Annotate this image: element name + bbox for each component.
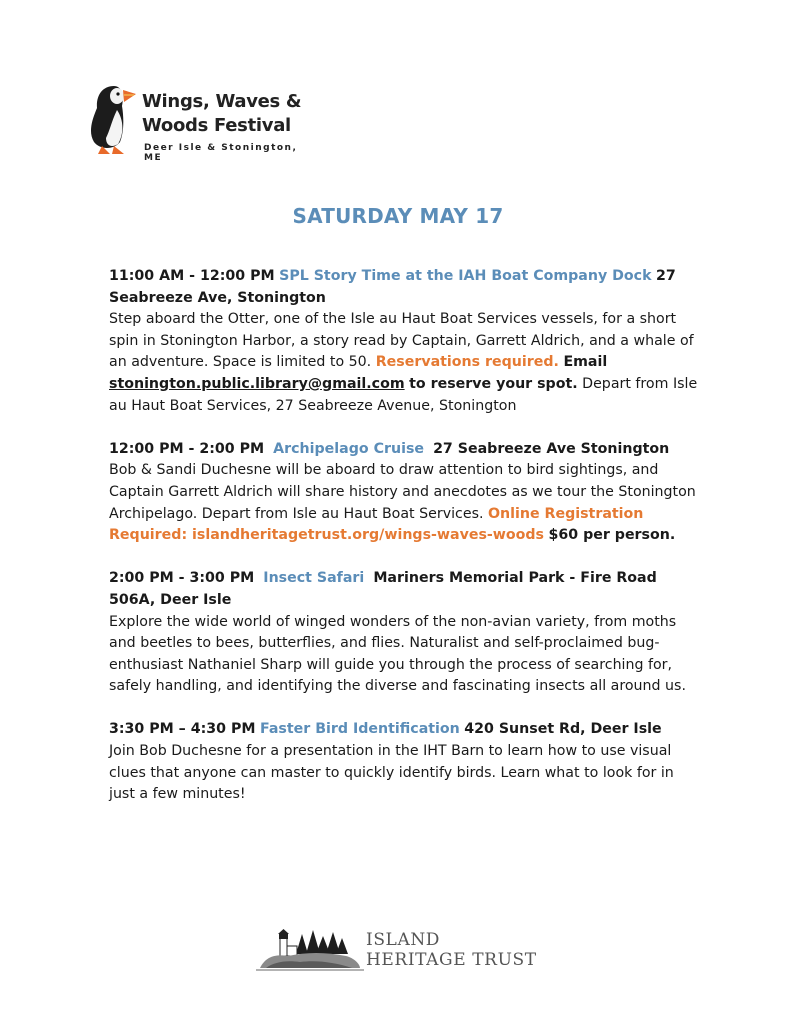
logo-subtitle: Deer Isle & Stonington, ME — [144, 143, 298, 163]
event-departure: Depart from Isle au Haut Boat Services, 27 Seabreeze Avenue, Stonington — [109, 375, 698, 414]
event-description: Explore the wide world of winged wonders of the non-avian variety, from moths and beetles to bees, butterflies, and flies. Naturalist and self-proclaimed bug-enthusiast Nathaniel Sharp will guide you through the process of searching for, safely handling, and identifying the diverse and fascinating insects all around us. — [109, 613, 686, 695]
puffin-icon — [84, 80, 144, 160]
event-bird-identification — [109, 719, 699, 805]
festival-logo — [84, 80, 314, 163]
event-title: SPL Story Time at the IAH Boat Company Dock — [279, 268, 652, 284]
event-insect-safari — [109, 568, 699, 698]
lighthouse-island-icon — [256, 924, 364, 974]
event-title: Archipelago Cruise — [273, 440, 425, 457]
island-heritage-trust-logo — [256, 924, 546, 980]
logo-title — [142, 90, 301, 138]
logo-title-line1: Wings, Waves & — [142, 91, 302, 112]
event-archipelago-cruise — [109, 439, 699, 547]
iht-wordmark — [366, 930, 537, 970]
event-location: 27 Seabreeze Ave Stonington — [433, 440, 670, 457]
event-description: Bob & Sandi Duchesne will be aboard to draw attention to bird sightings, and Captain Garrett Aldrich will share history and anecdotes as we tour the Stonington Archipelago. Depart from Isle au Haut Boat Services. — [109, 462, 696, 522]
reservation-note: Reservations required. — [375, 354, 559, 371]
email-prefix: Email — [563, 354, 608, 371]
event-title: Insect Safari — [263, 570, 365, 587]
event-location: 27 Seabreeze Ave, Stonington — [109, 268, 676, 306]
event-location: 420 Sunset Rd, Deer Isle — [464, 721, 662, 738]
email-suffix: to reserve your spot. — [409, 375, 578, 392]
day-heading: SATURDAY MAY 17 — [292, 204, 504, 228]
event-story-time — [109, 266, 699, 417]
email-link[interactable]: stonington.public.library@gmail.com — [109, 375, 405, 392]
event-time: 3:30 PM – 4:30 PM — [109, 721, 256, 738]
event-time: 2:00 PM - 3:00 PM — [109, 570, 255, 587]
event-location: Mariners Memorial Park - Fire Road 506A, Deer Isle — [109, 570, 657, 608]
event-price: $60 per person. — [548, 527, 676, 544]
event-time: 12:00 PM - 2:00 PM — [109, 440, 265, 457]
event-time: 11:00 AM - 12:00 PM — [109, 268, 275, 284]
logo-title-line2: Woods Festival — [142, 115, 291, 136]
iht-line1: ISLAND — [366, 930, 441, 950]
event-list — [109, 266, 699, 827]
registration-link[interactable]: Online Registration Required: islandheritagetrust.org/wings-waves-woods — [109, 505, 644, 544]
iht-line2: HERITAGE TRUST — [366, 950, 537, 970]
event-description: Join Bob Duchesne for a presentation in the IHT Barn to learn how to use visual clues that anyone can master to quickly identify birds. Learn what to look for in just a few minutes! — [109, 743, 674, 803]
event-title: Faster Bird Identification — [259, 721, 460, 738]
event-description: Step aboard the Otter, one of the Isle au Haut Boat Services vessels, for a short spin in Stonington Harbor, a story read by Captain, Garrett Aldrich, and a whale of an adventure. Space is limited to 50. — [109, 311, 694, 371]
